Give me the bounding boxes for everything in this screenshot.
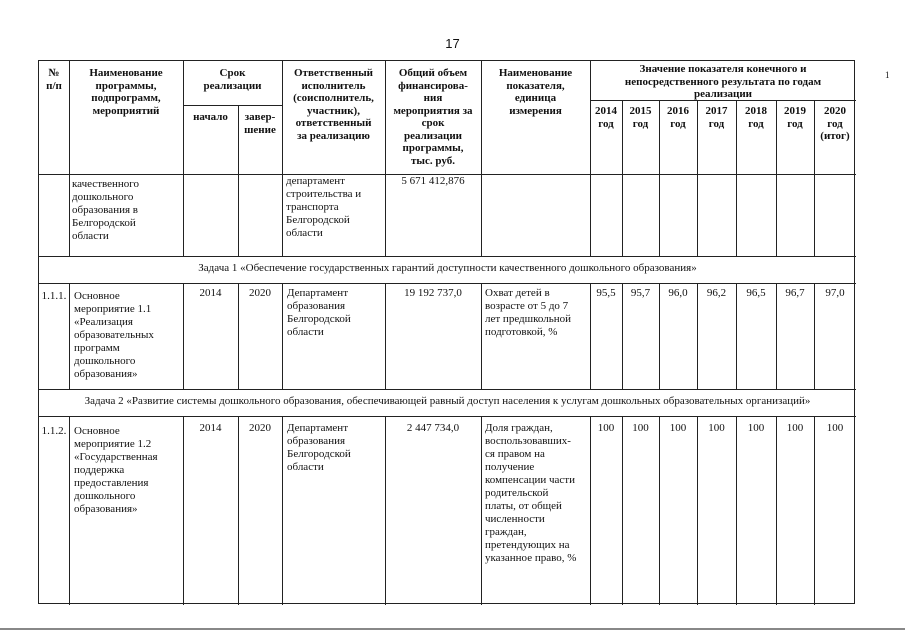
row2-value: 100 <box>632 422 649 434</box>
row2-volume: 2 447 734,0 <box>406 422 460 434</box>
header-name: Наименование программы, подпрограмм, мероприятий <box>89 67 163 117</box>
header-year: 2017 год <box>705 105 728 130</box>
grid-line <box>385 416 386 605</box>
row1-value: 97,0 <box>825 287 845 299</box>
row2-value: 100 <box>669 422 687 434</box>
row0-volume: 5 671 412,876 <box>401 175 465 187</box>
grid-line <box>238 416 239 605</box>
header-year: 2020 год (итог) <box>820 105 850 142</box>
row2-value: 100 <box>708 422 725 434</box>
grid-line <box>481 283 482 389</box>
task1-title: Задача 1 «Обеспечение государственных гарантий доступности качественного дошкольного образования» <box>198 262 697 274</box>
grid-line <box>39 283 856 284</box>
row1-volume: 19 192 737,0 <box>404 287 462 299</box>
row2-value: 100 <box>786 422 804 434</box>
grid-line <box>622 416 623 605</box>
grid-line <box>69 416 70 605</box>
row0-name: качественного дошкольного образования в Белгородской области <box>72 178 140 242</box>
row1-start: 2014 <box>199 287 222 299</box>
header-year: 2018 год <box>745 105 767 130</box>
grid-line <box>736 416 737 605</box>
grid-line <box>39 256 856 257</box>
page-number: 17 <box>445 36 460 51</box>
header-year: 2019 год <box>784 105 806 130</box>
row2-name: Основное мероприятие 1.2 «Государственная поддержка предоставления дошкольного образования» <box>74 425 158 515</box>
header-start: начало <box>193 111 228 123</box>
header-year: 2016 год <box>667 105 689 130</box>
row2-value: 100 <box>747 422 765 434</box>
row1-value: 95,5 <box>596 287 616 299</box>
side-mark: 1 <box>885 70 890 80</box>
grid-line <box>590 416 591 605</box>
grid-line <box>39 389 856 390</box>
row2-value: 100 <box>597 422 615 434</box>
header-end: завер- шение <box>244 111 276 136</box>
header-executor: Ответственный исполнитель (соисполнитель, участник), ответственный за реализацию <box>293 67 374 142</box>
grid-line <box>814 416 815 605</box>
row2-indicator: Доля граждан, воспользовавших- ся правом на получение компенсации части родительской платы, от общей численности граждан, претендующих на указанное право, % <box>485 422 577 564</box>
header-num: № п/п <box>46 67 62 92</box>
row1-value: 96,2 <box>706 287 727 299</box>
row2-value: 100 <box>826 422 844 434</box>
row1-value: 96,7 <box>785 287 805 299</box>
row1-name: Основное мероприятие 1.1 «Реализация образовательных программ дошкольного образования» <box>74 290 154 380</box>
grid-line <box>282 283 283 389</box>
header-year: 2014 год <box>595 105 617 130</box>
grid-line <box>697 416 698 605</box>
grid-line <box>282 416 283 605</box>
row2-end: 2020 <box>249 422 271 434</box>
header-term: Срок реализации <box>203 67 262 92</box>
row1-end: 2020 <box>249 287 271 299</box>
header-volume: Общий объем финансирова- ния мероприятия за срок реализации программы, тыс. руб. <box>393 67 473 167</box>
program-table <box>38 60 855 604</box>
row0-executor: департамент строительства и транспорта Белгородской области <box>286 175 362 239</box>
grid-line <box>183 105 282 106</box>
grid-line <box>39 416 856 417</box>
task2-title: Задача 2 «Развитие системы дошкольного образования, обеспечивающей равный доступ населения к услугам дошкольных образовательных организаций» <box>84 395 811 407</box>
row2-start: 2014 <box>199 422 222 434</box>
grid-line <box>659 416 660 605</box>
grid-line <box>183 416 184 605</box>
grid-line <box>776 416 777 605</box>
grid-line <box>481 416 482 605</box>
grid-line <box>69 283 70 389</box>
page-bottom-edge <box>0 628 905 630</box>
row1-executor: Департамент образования Белгородской области <box>287 287 351 338</box>
row1-num: 1.1.1. <box>41 290 67 302</box>
row1-indicator: Охват детей в возрасте от 5 до 7 лет предшкольной подготовкой, % <box>485 287 572 338</box>
header-year: 2015 год <box>629 105 652 130</box>
row1-value: 96,5 <box>746 287 766 299</box>
row2-num: 1.1.2. <box>41 425 67 437</box>
header-indicator: Наименование показателя, единица измерения <box>498 67 573 117</box>
row2-executor: Департамент образования Белгородской области <box>287 422 351 473</box>
row1-value: 95,7 <box>630 287 651 299</box>
row1-value: 96,0 <box>668 287 688 299</box>
header-values-title: Значение показателя конечного и непосредственного результата по годам реализации <box>624 63 822 100</box>
